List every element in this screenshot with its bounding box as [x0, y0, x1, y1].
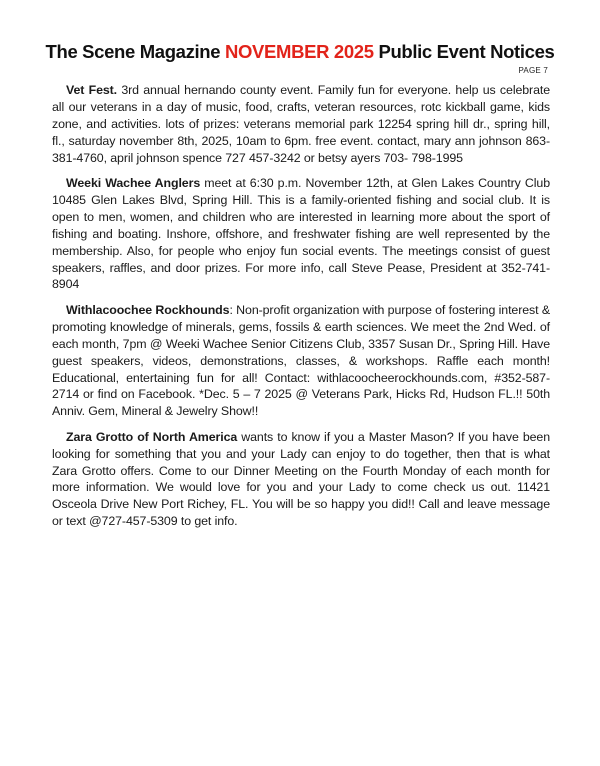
notices-list — [52, 82, 550, 539]
notice-body: : Non-profit organization with purpose of fostering interest & promoting knowledge of minerals, gems, fossils & earth sciences. We meet the 2nd Wed. of each month, 7pm @ Weeki Wachee Senior Citizens Club, 3357 Susan Dr., Spring Hill. Have guest speakers, videos, demonstrations, classes, & workshops. Raffle each month! Educational, entertaining fun for all! Contact: withlacoocheerockhounds.com, #352-587-2714 or find on Facebook. *Dec. 5 – 7 2025 @ Veterans Park, Hicks Rd, Hudson FL.!! 50th Anniv. Gem, Mineral & Jewelry Show!! — [52, 302, 551, 419]
notice-name: Weeki Wachee Anglers — [66, 176, 201, 191]
notice-body: meet at 6:30 p.m. November 12th, at Glen Lakes Country Club 10485 Glen Lakes Blvd, Spring Hill. This is a family-oriented fishing and social club. It is open to men, women, and children who are interested in learning more about the sport of fishing and boating. Inshore, offshore, and freshwater fishing are well represented by the membership. Also, for people who enjoy fun social events. The meetings consist of guest speakers, raffles, and door prizes. For more info, call Steve Pease, President at 352-741-8904 — [52, 176, 550, 292]
notice-vet-fest — [52, 82, 550, 167]
title-prefix: The Scene Magazine — [45, 41, 221, 62]
notice-name: Withlacoochee Rockhounds — [66, 302, 230, 317]
title-month-highlight: NOVEMBER 2025 — [225, 41, 374, 62]
notice-weeki-wachee-anglers — [52, 175, 550, 293]
notice-name: Vet Fest. — [66, 83, 118, 97]
page-number: PAGE 7 — [518, 66, 548, 75]
title-suffix: Public Event Notices — [378, 41, 555, 62]
notice-name: Zara Grotto of North America — [66, 429, 238, 444]
notice-body: wants to know if you a Master Mason? If you have been looking for something that you and your Lady can enjoy to do together, then that is what Zara Grotto offers. Come to our Dinner Meeting on the Fourth Monday of each month for more information. We would love for you and your Lady to come check us out. 11421 Osceola Drive New Port Richey, FL. You will be so happy you did!! Call and leave message or text @727-457-5309 to get info. — [52, 429, 550, 529]
notice-body: 3rd annual hernando county event. Family fun for everyone. help us celebrate all our veterans in a day of music, food, crafts, veteran resources, rotc kickball game, kids zone, and activities. lots of prizes: veterans memorial park 12254 spring hill dr., spring hill, fl., saturday november 8th, 2025, 10am to 6pm. free event. contact, mary ann johnson 863-381-4760, april johnson spence 727 457-3242 or betsy ayers 703- 798-1995 — [52, 83, 551, 165]
notice-zara-grotto — [52, 429, 550, 530]
page-title — [0, 41, 600, 63]
notice-withlacoochee-rockhounds — [52, 302, 550, 420]
